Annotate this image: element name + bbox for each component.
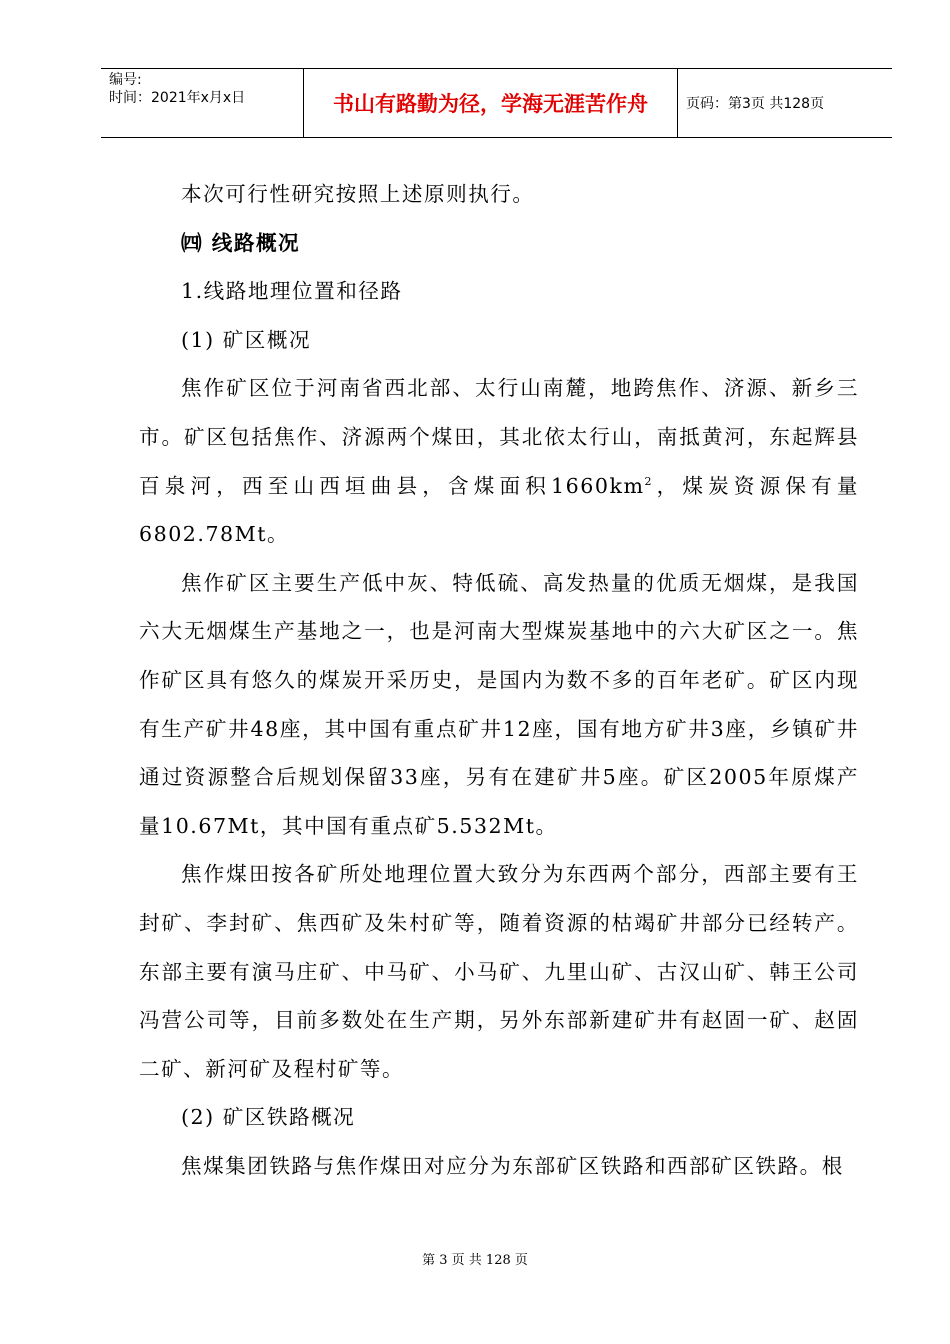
paragraph-text: 焦作矿区位于河南省西北部、太行山南麓，地跨焦作、济源、新乡三市。矿区包括焦作、济源两个煤田，其北依太行山，南抵黄河，东起辉县百泉河，西至山西垣曲县，含煤面积1660km: [139, 376, 859, 498]
document-header: [101, 68, 892, 138]
subsection-heading: (2) 矿区铁路概况: [181, 1105, 356, 1130]
doc-number-label: 编号:: [109, 72, 142, 88]
subsection-heading: (1) 矿区概况: [181, 327, 312, 352]
paragraph: 焦煤集团铁路与焦作煤田对应分为东部矿区铁路和西部矿区铁路。根: [181, 1153, 844, 1178]
paragraph-text: ，煤炭资源保有量6802.78Mt。: [139, 473, 859, 547]
document-body: [139, 170, 859, 1190]
date-label: 时间：2021年x月x日: [109, 90, 246, 106]
header-motto: 书山有路勤为径，学海无涯苦作舟: [304, 69, 678, 137]
paragraph: [139, 364, 859, 558]
page-footer: 第 3 页 共 128 页: [422, 1253, 528, 1268]
subsection-heading: 1.线路地理位置和径路: [181, 279, 403, 304]
paragraph: 本次可行性研究按照上述原则执行。: [181, 182, 535, 206]
section-heading: ㈣ 线路概况: [181, 230, 301, 255]
paragraph: 焦作煤田按各矿所处地理位置大致分为东西两个部分，西部主要有王封矿、李封矿、焦西矿及朱村矿等，随着资源的枯竭矿井部分已经转产。东部主要有演马庄矿、中马矿、小马矿、九里山矿、古汉山矿、韩王公司冯营公司等，目前多数处在生产期，另外东部新建矿井有赵固一矿、赵固二矿、新河矿及程村矿等。: [139, 862, 859, 1081]
paragraph: 焦作矿区主要生产低中灰、特低硫、高发热量的优质无烟煤，是我国六大无烟煤生产基地之一，也是河南大型煤炭基地中的六大矿区之一。焦作矿区具有悠久的煤炭开采历史，是国内为数不多的百年老矿。矿区内现有生产矿井48座，其中国有重点矿井12座，国有地方矿井3座，乡镇矿井通过资源整合后规划保留33座，另有在建矿井5座。矿区2005年原煤产量10.67Mt，其中国有重点矿5.532Mt。: [139, 570, 859, 838]
header-meta-cell: [101, 69, 304, 137]
header-page-code: 页码：第3页 共128页: [686, 96, 825, 112]
superscript: 2: [644, 474, 653, 488]
